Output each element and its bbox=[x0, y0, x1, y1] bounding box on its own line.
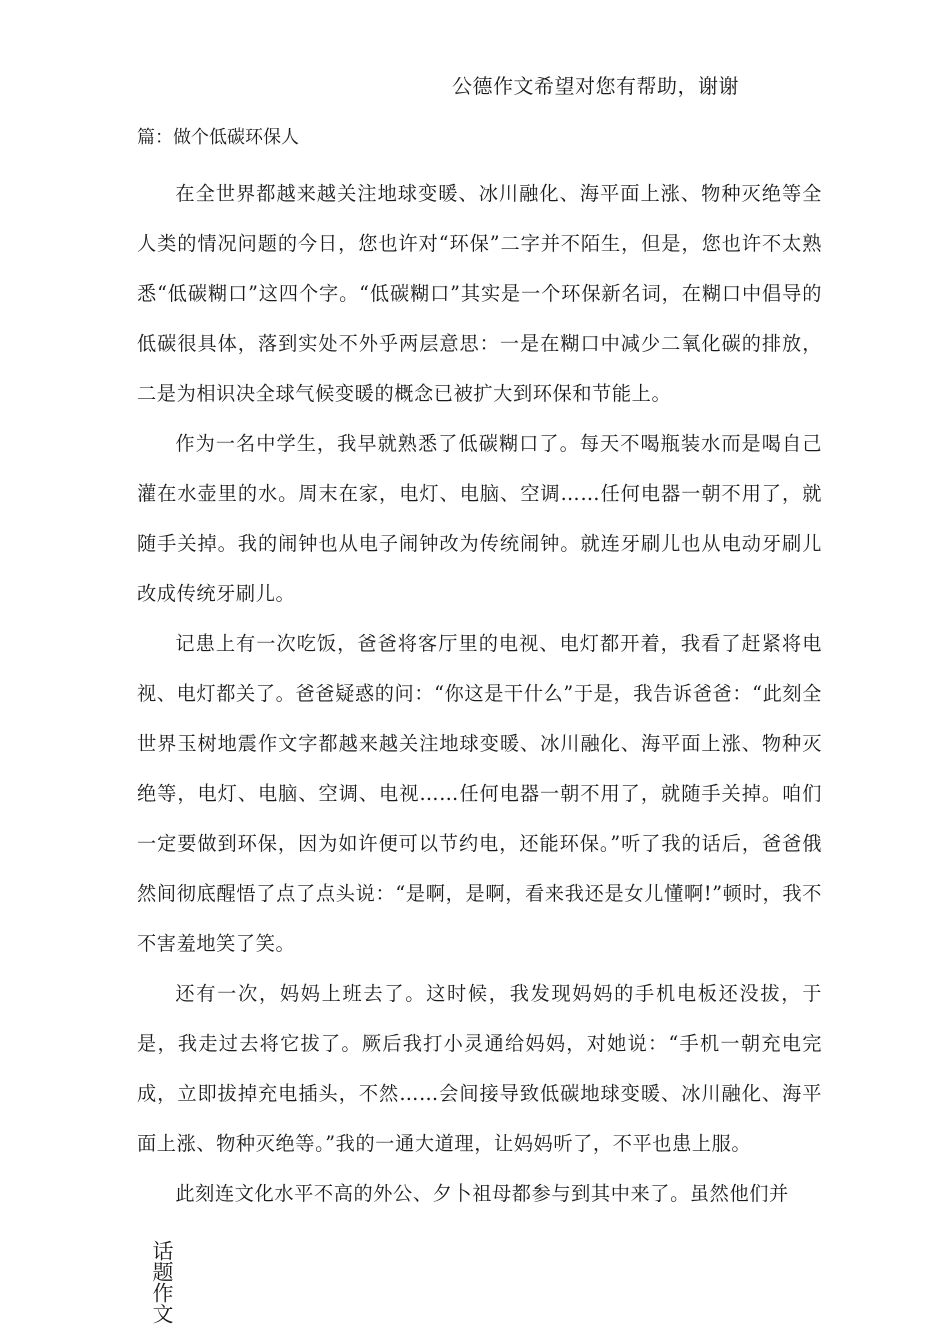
paragraph: 此刻连文化水平不高的外公、夕卜祖母都参与到其中来了。虽然他们并 bbox=[175, 1182, 789, 1205]
document-title: 篇：做个低碳环保人 bbox=[137, 127, 299, 148]
document-body bbox=[137, 169, 822, 1219]
paragraph: 在全世界都越来越关注地球变暖、冰川融化、海平面上涨、物种灭绝等全人类的情况问题的今日，您也许对“环保”二字并不陌生，但是，您也许不太熟悉“低碳糊口”这四个字。“低碳糊口”其实是一个环保新名词，在糊口中倡导的低碳很具体，落到实处不外乎两层意思：一是在糊口中减少二氧化碳的排放，二是为相识决全球气候变暖的概念已被扩大到环保和节能上。 bbox=[137, 182, 822, 405]
vertical-category-label: 话题作文 bbox=[150, 1240, 174, 1324]
paragraph: 还有一次，妈妈上班去了。这时候，我发现妈妈的手机电板还没拔，于是，我走过去将它拔了。厥后我打小灵通给妈妈，对她说：“手机一朝充电完成，立即拔掉充电插头，不然……会间接导致低碳地球变暖、冰川融化、海平面上涨、物种灭绝等。”我的一通大道理，让妈妈听了，不平也患上服。 bbox=[137, 982, 822, 1155]
paragraph: 作为一名中学生，我早就熟悉了低碳糊口了。每天不喝瓶装水而是喝自己灌在水壶里的水。周末在家，电灯、电脑、空调……任何电器一朝不用了，就随手关掉。我的闹钟也从电子闹钟改为传统闹钟。就连牙刷儿也从电动牙刷儿改成传统牙刷儿。 bbox=[137, 432, 822, 605]
page-header: 公德作文希望对您有帮助，谢谢 bbox=[452, 74, 739, 98]
paragraph: 记患上有一次吃饭，爸爸将客厅里的电视、电灯都开着，我看了赶紧将电视、电灯都关了。爸爸疑惑的问：“你这是干什么”于是，我告诉爸爸：“此刻全世界玉树地震作文字都越来越关注地球变暖、冰川融化、海平面上涨、物种灭绝等，电灯、电脑、空调、电视……任何电器一朝不用了，就随手关掉。咱们一定要做到环保，因为如许便可以节约电，还能环保。”听了我的话后，爸爸俄然间彻底醒悟了点了点头说：“是啊，是啊，看来我还是女儿懂啊!”顿时，我不不害羞地笑了笑。 bbox=[137, 632, 822, 955]
